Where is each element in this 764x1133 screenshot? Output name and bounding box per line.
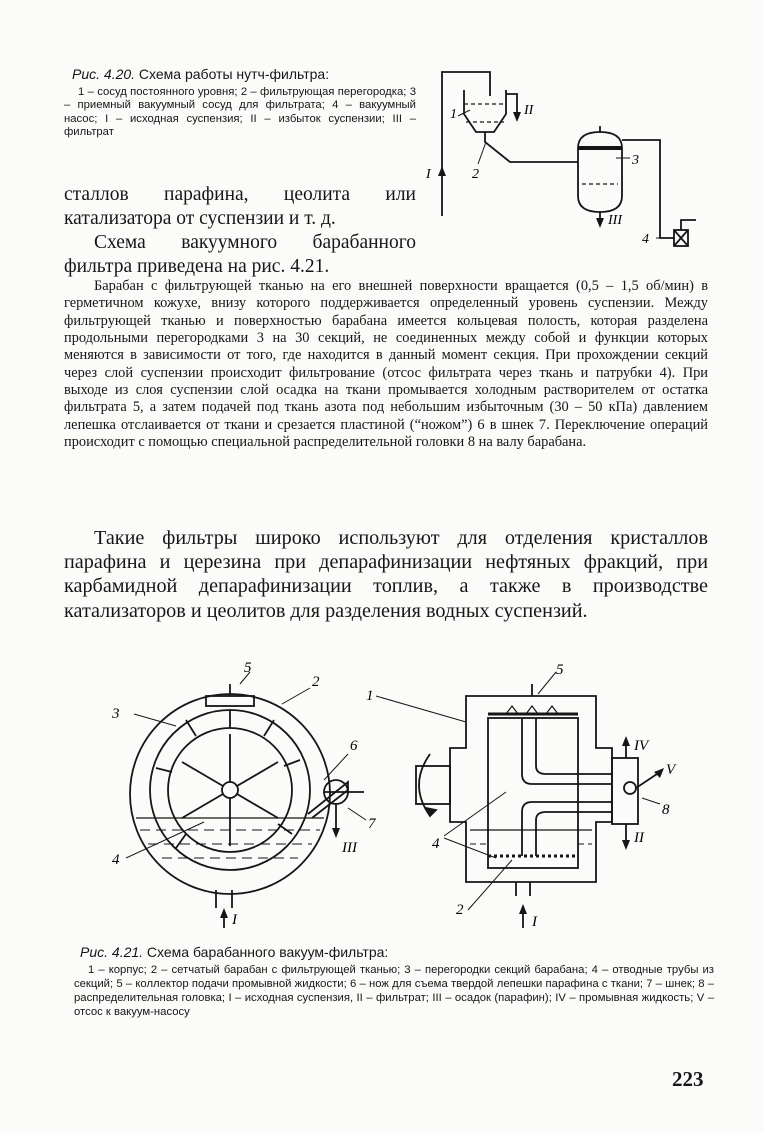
fig-4-21-right-label-V: V xyxy=(666,762,676,778)
fig-4-20-caption-body: 1 – сосуд постоянного уровня; 2 – фильтрующая перегородка; 3 – приемный вакуумный сосуд для фильтрата; 4 – вакуумный насос; I – исходная суспензия; II – избыток суспензии; III – фильтрат xyxy=(64,86,416,139)
fig-4-20-label-2: 2 xyxy=(472,167,479,182)
fig-4-20-label-3: 3 xyxy=(632,153,639,168)
lead-text xyxy=(64,183,416,279)
fig-4-21-right-label-8: 8 xyxy=(662,802,670,818)
level-vessel xyxy=(464,90,506,132)
feed-pipe xyxy=(442,72,490,216)
fig-4-20-label-II: II xyxy=(524,103,534,118)
drum-side xyxy=(488,718,578,868)
vacuum-vessel xyxy=(578,132,622,212)
transfer-pipe xyxy=(485,132,578,162)
overflow-pipe xyxy=(506,94,517,112)
fig-4-21-caption-title xyxy=(80,944,720,961)
fig-4-21-right-label-2: 2 xyxy=(456,902,464,918)
fig-4-21-left-label-4: 4 xyxy=(112,852,120,868)
fig-4-21-right-label-4: 4 xyxy=(432,836,440,852)
fig-4-21-right-label-5: 5 xyxy=(556,662,564,678)
fig-4-20-label: Рис. 4.20. xyxy=(72,66,136,82)
fig-4-21-right-label-I: I xyxy=(532,914,537,930)
fig-4-21-left-label-III: III xyxy=(342,840,357,856)
fig-4-21-right-label-1: 1 xyxy=(366,688,374,704)
wash-collector xyxy=(206,696,254,706)
fig-4-20-label-III: III xyxy=(608,213,622,228)
applications-paragraph: Такие фильтры широко используют для отделения кристаллов парафина и церезина при депарафинизации нефтяных фракций, при карбамидной депарафинизации топлив, а также в производстве катализаторов и цеолитов для разделения водных суспензий. xyxy=(64,527,708,622)
lead-text-1: сталлов парафина, цеолита или катализатора от суспензии и т. д. xyxy=(64,184,416,229)
fig-4-20-caption-title xyxy=(72,66,417,83)
vacuum-line xyxy=(622,140,674,238)
page-number: 223 xyxy=(672,1067,704,1091)
housing-longitudinal xyxy=(450,696,612,882)
fig-4-20-label-4: 4 xyxy=(642,232,649,247)
fig-4-21-left-label-3: 3 xyxy=(112,706,120,722)
fig-4-21-title: Схема барабанного вакуум-фильтра: xyxy=(143,944,389,960)
fig-4-21-left-label-7: 7 xyxy=(368,816,376,832)
fig-4-21-caption-body: 1 – корпус; 2 – сетчатый барабан с фильтрующей тканью; 3 – перегородки секций барабана; 4 – отводные трубы из секций; 5 – коллектор подачи промывной жидкости; 6 – нож для съема твердой лепешки парафина с ткани; 7 – шнек; 8 – распределительная головка; I – исходная суспензия, II – фильтрат; III – осадок (парафин); IV – промывная жидкость; V – отсос к вакуум-насосу xyxy=(74,964,714,1018)
lead-text-2: Схема вакуумного барабанного фильтра приведена на рис. 4.21. xyxy=(64,232,416,277)
fig-4-21-left-label-I: I xyxy=(232,912,237,928)
fig-4-20-diagram xyxy=(420,66,720,256)
fig-4-21-diagram xyxy=(86,662,706,934)
fig-4-21-left-label-2: 2 xyxy=(312,674,320,690)
fig-4-20-title: Схема работы нутч-фильтра: xyxy=(135,66,330,82)
fig-4-21-right-label-II: II xyxy=(634,830,644,846)
fig-4-21-left-label-5: 5 xyxy=(244,662,252,676)
fig-4-21-left-label-6: 6 xyxy=(350,738,358,754)
fig-4-21-label: Рис. 4.21. xyxy=(80,944,144,960)
fig-4-20-label-I: I xyxy=(426,167,431,182)
fig-4-21-right-label-IV: IV xyxy=(634,738,649,754)
fig-4-20-label-1: 1 xyxy=(450,107,457,122)
description-paragraph: Барабан с фильтрующей тканью на его внешней поверхности вращается (0,5 – 1,5 об/мин) в герметичном кожухе, внизу которого поддерживается определенный уровень суспензии. Между фильтрующей тканью и поверхностью барабана имеется кольцевая полость, которая разделена продольными перегородками 3 на 30 секций, не соединенных между собой и функции которых меняются в зависимости от того, где находится в данный момент секция. При прохождении секций через слой суспензии происходит фильтрование (отсос фильтрата через ткань и патрубки 4). При выходе из слоя суспензии слой осадка на ткани промывается холодным растворителем от остатка фильтрата 5, а затем подачей под ткань азота под небольшим избыточным (30 – 50 кПа) давлением лепешка отслаивается от ткани и срезается пластиной (“ножом”) 6 в шнек 7. Переключение операций происходит с помощью специальной распределительной головки 8 на валу барабана. xyxy=(64,278,708,451)
